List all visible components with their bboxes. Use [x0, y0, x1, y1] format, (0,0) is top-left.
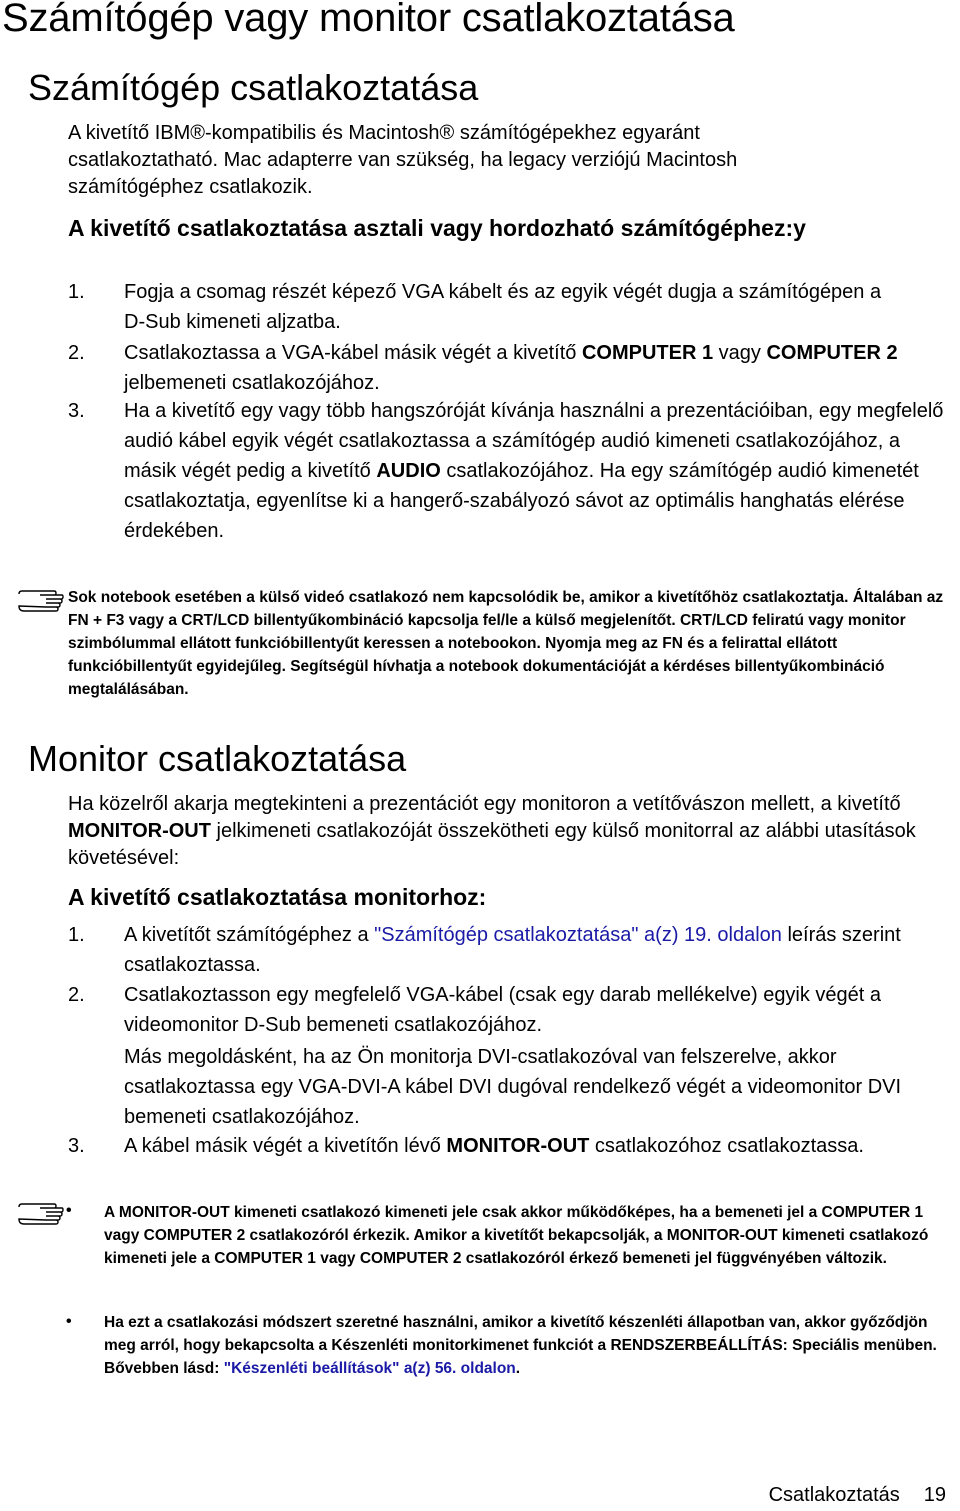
step-extra-text: Más megoldásként, ha az Ön monitorja DVI-csatlakozóval van felszerelve, akkor csatlakoztassa egy VGA-DVI-A kábel DVI dugóval rendelkező végét a videomonitor DVI bemeneti csatlakozójához. — [124, 1046, 902, 1128]
step-number: 3. — [68, 1135, 85, 1157]
step-number: 2. — [68, 342, 85, 364]
note-text: Sok notebook esetében a külső videó csatlakozó nem kapcsolódik be, amikor a kivetítőhöz csatlakoztatja. Általában az FN + F3 vagy a CRT/LCD billentyűkombináció kapcsolja fel/le a külső megjelenítőt. CRT/LCD feliratú vagy monitor szimbólummal ellátott funkcióbillentyűt keressen a notebookon. Nyomja meg az FN és a felirattal ellátott funkcióbillentyűt egyidejűleg. Segítségül hívhatja a notebook dokumentációját a kérdéses billentyűkombináció megtalálásában. — [68, 589, 944, 698]
note-text: Ha ezt a csatlakozási módszert szeretné használni, amikor a kivetítő készenléti állapotban van, akkor győződjön meg arról, hogy bekapcsolta a Készenléti monitorkimenet funkciót a RENDSZERBEÁLLÍTÁS: Speciális menüben. Bővebben lásd: "Készenléti beállítások" a(z) 56. oldalon. — [104, 1314, 937, 1377]
step-number: 1. — [68, 281, 85, 303]
step-text: A kábel másik végét a kivetítőn lévő MONITOR-OUT csatlakozóhoz csatlakoztassa. — [124, 1135, 864, 1157]
page-number: 19 — [923, 1484, 946, 1506]
step-number: 2. — [68, 984, 85, 1006]
bullet: • — [66, 1313, 72, 1330]
step-text: Ha a kivetítő egy vagy több hangszóróját kívánja használni a prezentációiban, egy megfelelő audió kábel egyik végét csatlakoztassa a számítógép audió kimeneti csatlakozójához, a másik végét pedig a kivetítő AUDIO csatlakozójához. Ha egy számítógép audió kimenetét csatlakoztatja, egyenlítse ki a hangerő-szabályozó sávot az optimális hanghatás elérése érdekében. — [124, 400, 944, 542]
bullet: • — [66, 1202, 72, 1219]
footer-section-name: Csatlakoztatás — [768, 1484, 900, 1506]
step-text: A kivetítőt számítógéphez a "Számítógép csatlakoztatása" a(z) 19. oldalon leírás szerint csatlakoztassa. — [124, 924, 901, 976]
note-hand-icon — [16, 590, 64, 616]
note-text: A MONITOR-OUT kimeneti csatlakozó kimeneti jele csak akkor működőképes, ha a bemeneti jel a COMPUTER 1 vagy COMPUTER 2 csatlakozóról érkezik. Amikor a kivetítőt bekapcsolják, a MONITOR-OUT kimeneti csatlakozó kimeneti jele a COMPUTER 1 vagy COMPUTER 2 csatlakozóról érkező bemeneti jel függvényében változik. — [104, 1204, 929, 1267]
note-hand-icon — [16, 1203, 64, 1229]
monitor-subheading: A kivetítő csatlakoztatása monitorhoz: — [68, 884, 487, 910]
cross-reference-link[interactable]: "Számítógép csatlakoztatása" a(z) 19. oldalon — [374, 924, 782, 946]
computer-section-heading: Számítógép csatlakoztatása — [28, 67, 479, 108]
monitor-section-heading: Monitor csatlakoztatása — [28, 738, 407, 779]
monitor-intro: Ha közelről akarja megtekinteni a prezentációt egy monitoron a vetítővászon mellett, a kivetítő MONITOR-OUT jelkimeneti csatlakozóját összekötheti egy külső monitorral az alábbi utasítások követésével: — [68, 793, 916, 869]
step-number: 3. — [68, 400, 85, 422]
step-text: Csatlakoztassa a VGA-kábel másik végét a kivetítő COMPUTER 1 vagy COMPUTER 2 jelbemeneti csatlakozójához. — [124, 342, 898, 394]
page-title: Számítógép vagy monitor csatlakoztatása — [2, 0, 735, 40]
step-text: Csatlakoztasson egy megfelelő VGA-kábel (csak egy darab mellékelve) egyik végét a videomonitor D-Sub bemeneti csatlakozójához. — [124, 984, 882, 1036]
computer-intro: A kivetítő IBM®-kompatibilis és Macintosh® számítógépekhez egyaránt csatlakoztatható. Mac adapterre van szükség, ha legacy verziójú Macintosh számítógéphez csatlakozik. — [68, 122, 738, 198]
cross-reference-link[interactable]: "Készenléti beállítások" a(z) 56. oldalon — [223, 1360, 516, 1377]
step-number: 1. — [68, 924, 85, 946]
computer-subheading: A kivetítő csatlakoztatása asztali vagy hordozható számítógéphez:y — [68, 215, 806, 241]
page-footer — [769, 1484, 946, 1507]
step-text: Fogja a csomag részét képező VGA kábelt és az egyik végét dugja a számítógépen a D-Sub kimeneti aljzatba. — [124, 281, 882, 333]
